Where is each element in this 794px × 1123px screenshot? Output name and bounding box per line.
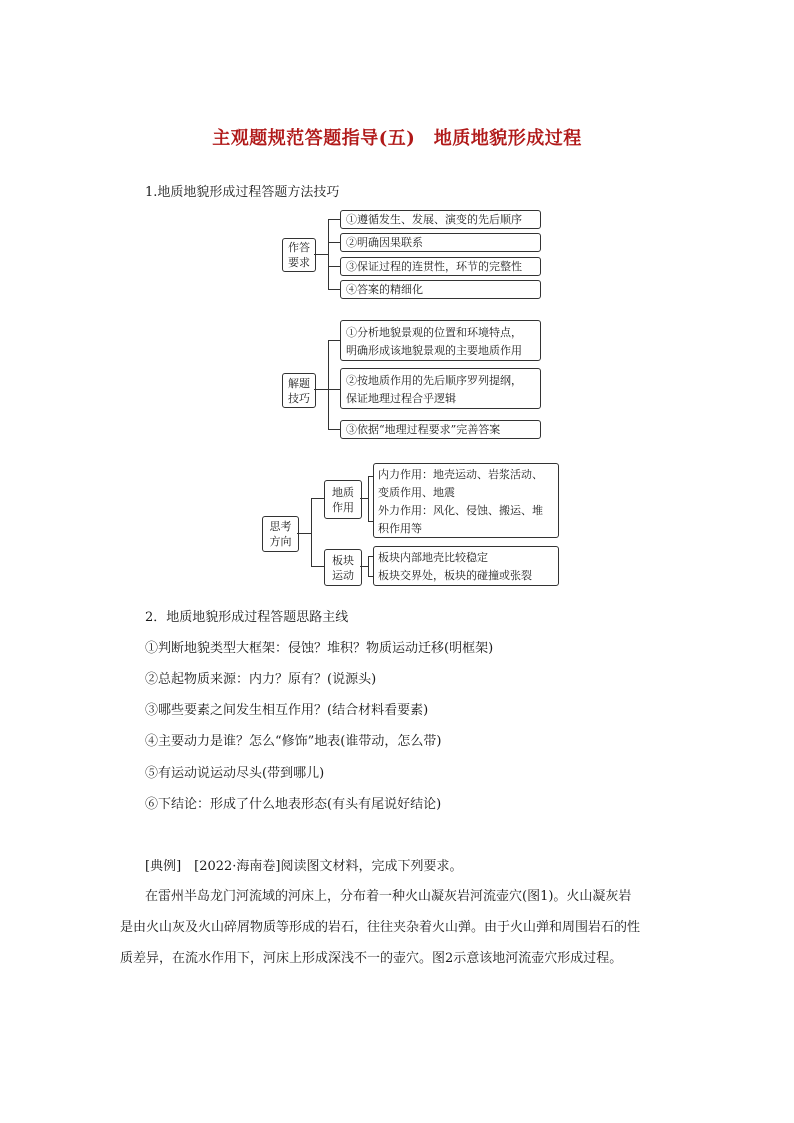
geological-detail-box bbox=[373, 463, 559, 538]
detail-line: 变质作用、地震 bbox=[378, 486, 455, 499]
bracket-line bbox=[368, 476, 369, 521]
technique-item: ③依据“地理过程要求”完善答案 bbox=[340, 420, 541, 439]
thinking-step: ④主要动力是谁？怎么“修饰”地表(谁带动，怎么带) bbox=[145, 734, 442, 749]
category-box-directions bbox=[262, 516, 299, 552]
connector-line bbox=[328, 389, 340, 390]
category-label-line1: 作答 bbox=[288, 241, 310, 254]
subcategory-label-line2: 作用 bbox=[332, 500, 354, 514]
thinking-step: ③哪些要素之间发生相互作用？(结合材料看要素) bbox=[145, 703, 429, 718]
connector-line bbox=[311, 566, 324, 567]
section2-heading: 2．地质地貌形成过程答题思路主线 bbox=[145, 610, 349, 625]
category-label-line2: 要求 bbox=[288, 256, 310, 269]
connector-line bbox=[328, 340, 340, 341]
connector-line bbox=[314, 254, 328, 255]
detail-line: 板块内部地壳比较稳定 bbox=[378, 551, 488, 564]
technique-item bbox=[340, 368, 541, 409]
subcategory-label-line1: 地质 bbox=[332, 485, 354, 499]
technique-item-line2: 明确形成该地貌景观的主要地质作用 bbox=[346, 344, 522, 357]
connector-line bbox=[360, 566, 368, 567]
requirement-item: ③保证过程的连贯性，环节的完整性 bbox=[340, 257, 541, 276]
technique-item-line1: ①分析地貌景观的位置和环境特点， bbox=[346, 326, 522, 339]
page-title: 主观题规范答题指导(五) 地质地貌形成过程 bbox=[212, 128, 582, 149]
connector-line bbox=[328, 266, 340, 267]
connector-line bbox=[297, 533, 311, 534]
connector-line bbox=[311, 498, 324, 499]
technique-item-line2: 保证地理过程合乎逻辑 bbox=[346, 392, 456, 405]
connector-line bbox=[328, 429, 340, 430]
category-box-techniques bbox=[282, 373, 316, 408]
connector-line bbox=[314, 389, 328, 390]
requirement-item: ④答案的精细化 bbox=[340, 280, 541, 299]
example-paragraph-line: 质差异，在流水作用下，河床上形成深浅不一的壶穴。图2示意该地河流壶穴形成过程。 bbox=[120, 951, 623, 966]
bracket-line bbox=[368, 556, 369, 576]
technique-item bbox=[340, 320, 541, 361]
example-paragraph-line: 在雷州半岛龙门河流域的河床上，分布着一种火山凝灰岩河流壶穴(图1)。火山凝灰岩 bbox=[145, 889, 632, 904]
connector-line bbox=[360, 498, 368, 499]
plate-detail-box bbox=[373, 546, 559, 586]
detail-line: 外力作用：风化、侵蚀、搬运、堆 bbox=[378, 504, 543, 517]
category-label-line2: 技巧 bbox=[288, 391, 310, 405]
connector-line bbox=[328, 219, 340, 220]
requirement-item: ①遵循发生、发展、演变的先后顺序 bbox=[340, 210, 541, 229]
subcategory-box-plate bbox=[324, 549, 362, 586]
section1-heading: 1.地质地貌形成过程答题方法技巧 bbox=[145, 185, 340, 200]
example-paragraph-line: 是由火山灰及火山碎屑物质等形成的岩石，往往夹杂着火山弹。由于火山弹和周围岩石的性 bbox=[120, 920, 641, 935]
detail-line: 板块交界处，板块的碰撞或张裂 bbox=[378, 569, 532, 582]
subcategory-box-geological bbox=[324, 480, 362, 519]
bracket-line bbox=[311, 498, 312, 566]
category-label-line1: 思考 bbox=[269, 520, 292, 533]
connector-line bbox=[328, 289, 340, 290]
category-label-line2: 方向 bbox=[269, 535, 292, 548]
example-heading: [典例] [2022·海南卷]阅读图文材料，完成下列要求。 bbox=[145, 859, 463, 874]
bracket-line bbox=[328, 219, 329, 289]
requirement-item: ②明确因果联系 bbox=[340, 233, 541, 252]
bracket-line bbox=[328, 340, 329, 429]
detail-line: 积作用等 bbox=[378, 522, 422, 535]
thinking-step: ②总起物质来源：内力？原有？(说源头) bbox=[145, 672, 377, 687]
connector-line bbox=[328, 242, 340, 243]
category-box-requirements bbox=[282, 238, 316, 272]
thinking-step: ⑥下结论：形成了什么地表形态(有头有尾说好结论) bbox=[145, 797, 442, 812]
technique-item-line1: ②按地质作用的先后顺序罗列提纲， bbox=[346, 374, 522, 387]
thinking-step: ⑤有运动说运动尽头(带到哪儿) bbox=[145, 766, 325, 781]
thinking-step: ①判断地貌类型大框架：侵蚀？堆积？物质运动迁移(明框架) bbox=[145, 641, 494, 656]
subcategory-label-line2: 运动 bbox=[332, 568, 354, 582]
detail-line: 内力作用：地壳运动、岩浆活动、 bbox=[378, 468, 543, 481]
subcategory-label-line1: 板块 bbox=[332, 553, 354, 567]
category-label-line1: 解题 bbox=[288, 376, 310, 390]
